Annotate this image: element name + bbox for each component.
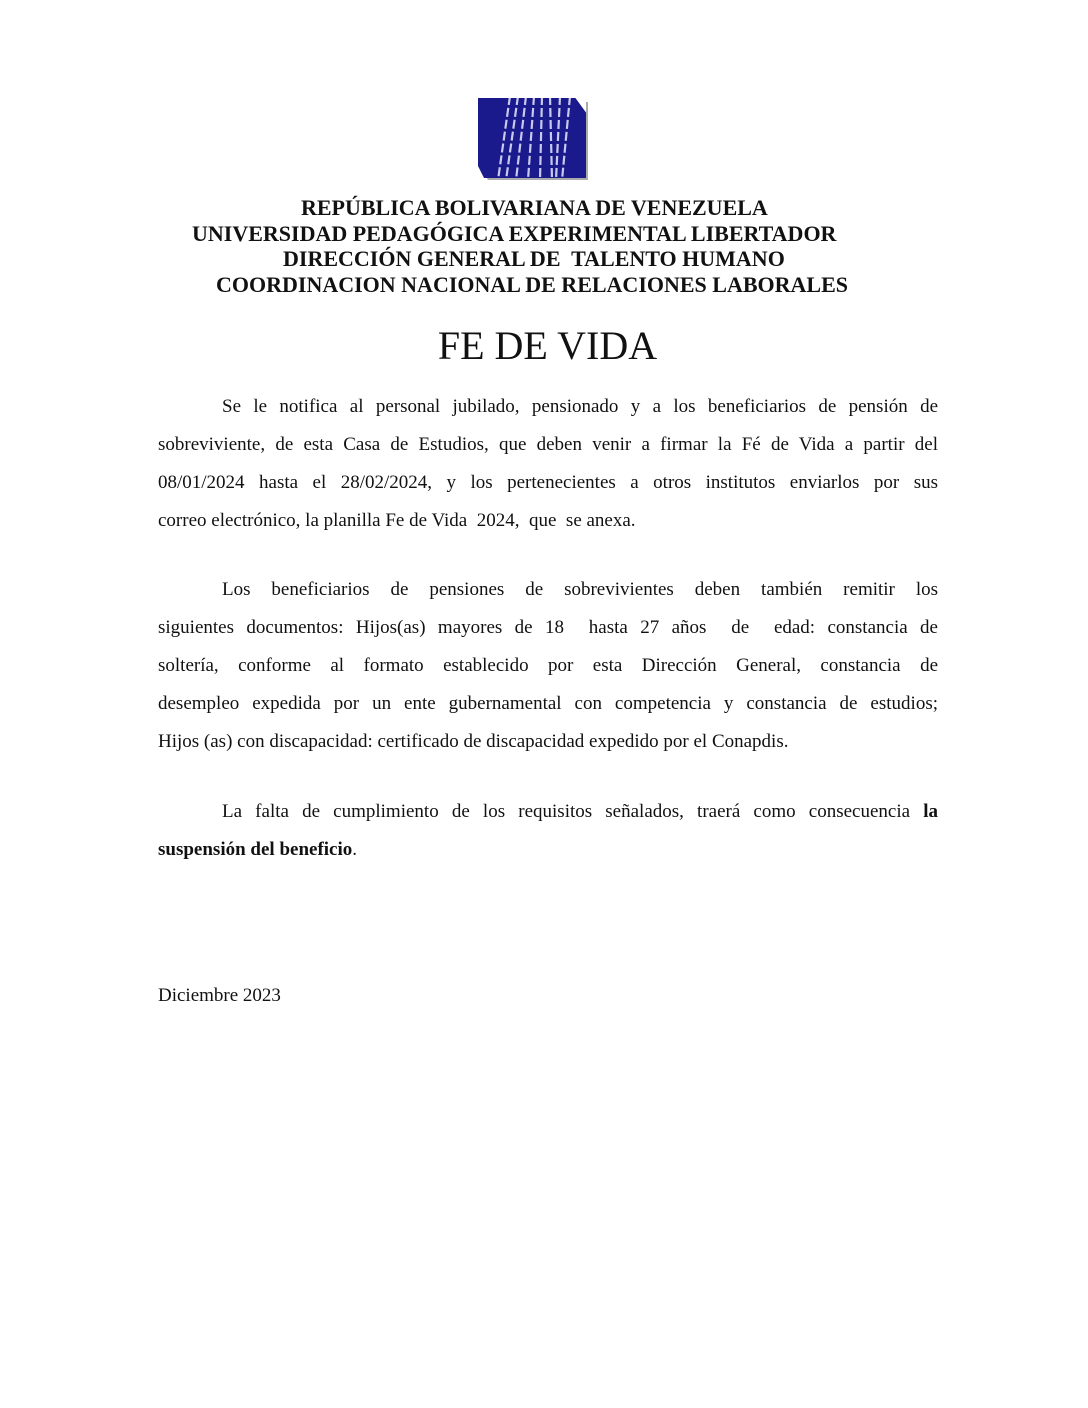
header-line-republic: REPÚBLICA BOLIVARIANA DE VENEZUELA	[301, 195, 768, 220]
paragraph-line: Hijos (as) con discapacidad: certificado de discapacidad expedido por el Conapdis.	[158, 731, 789, 752]
paragraph-notification	[158, 388, 938, 540]
header-line-university: UNIVERSIDAD PEDAGÓGICA EXPERIMENTAL LIBERTADOR	[192, 221, 837, 246]
paragraph-line: Se le notifica al personal jubilado, pensionado y a los beneficiarios de pensión de	[222, 396, 938, 417]
paragraph-line: soltería, conforme al formato establecido por esta Dirección General, constancia de	[158, 655, 938, 676]
paragraph-line: desempleo expedida por un ente gubernamental con competencia y constancia de estudios;	[158, 693, 938, 714]
paragraph-line: suspensión del beneficio.	[158, 839, 358, 860]
paragraph-consequence	[158, 793, 938, 869]
paragraph-requirements	[158, 571, 938, 761]
header-line-direction: DIRECCIÓN GENERAL DE TALENTO HUMANO	[283, 246, 785, 271]
paragraph-line: sobreviviente, de esta Casa de Estudios, que deben venir a firmar la Fé de Vida a partir del	[158, 434, 938, 455]
bold-text: la	[923, 801, 938, 822]
document-title: FE DE VIDA	[437, 323, 658, 368]
paragraph-line: Los beneficiarios de pensiones de sobrevivientes deben también remitir los	[222, 579, 938, 600]
paragraph-line: La falta de cumplimiento de los requisitos señalados, traerá como consecuencia la	[222, 801, 938, 822]
document-date: Diciembre 2023	[158, 985, 281, 1006]
bold-text: suspensión del beneficio	[158, 839, 353, 860]
paragraph-line: 08/01/2024 hasta el 28/02/2024, y los pertenecientes a otros institutos enviarlos por sus	[158, 472, 938, 493]
paragraph-line: correo electrónico, la planilla Fe de Vida 2024, que se anexa.	[158, 510, 636, 531]
paragraph-line: siguientes documentos: Hijos(as) mayores de 18 hasta 27 años de edad: constancia de	[158, 617, 938, 638]
header-line-coordination: COORDINACION NACIONAL DE RELACIONES LABORALES	[216, 272, 848, 297]
university-logo	[474, 96, 590, 180]
